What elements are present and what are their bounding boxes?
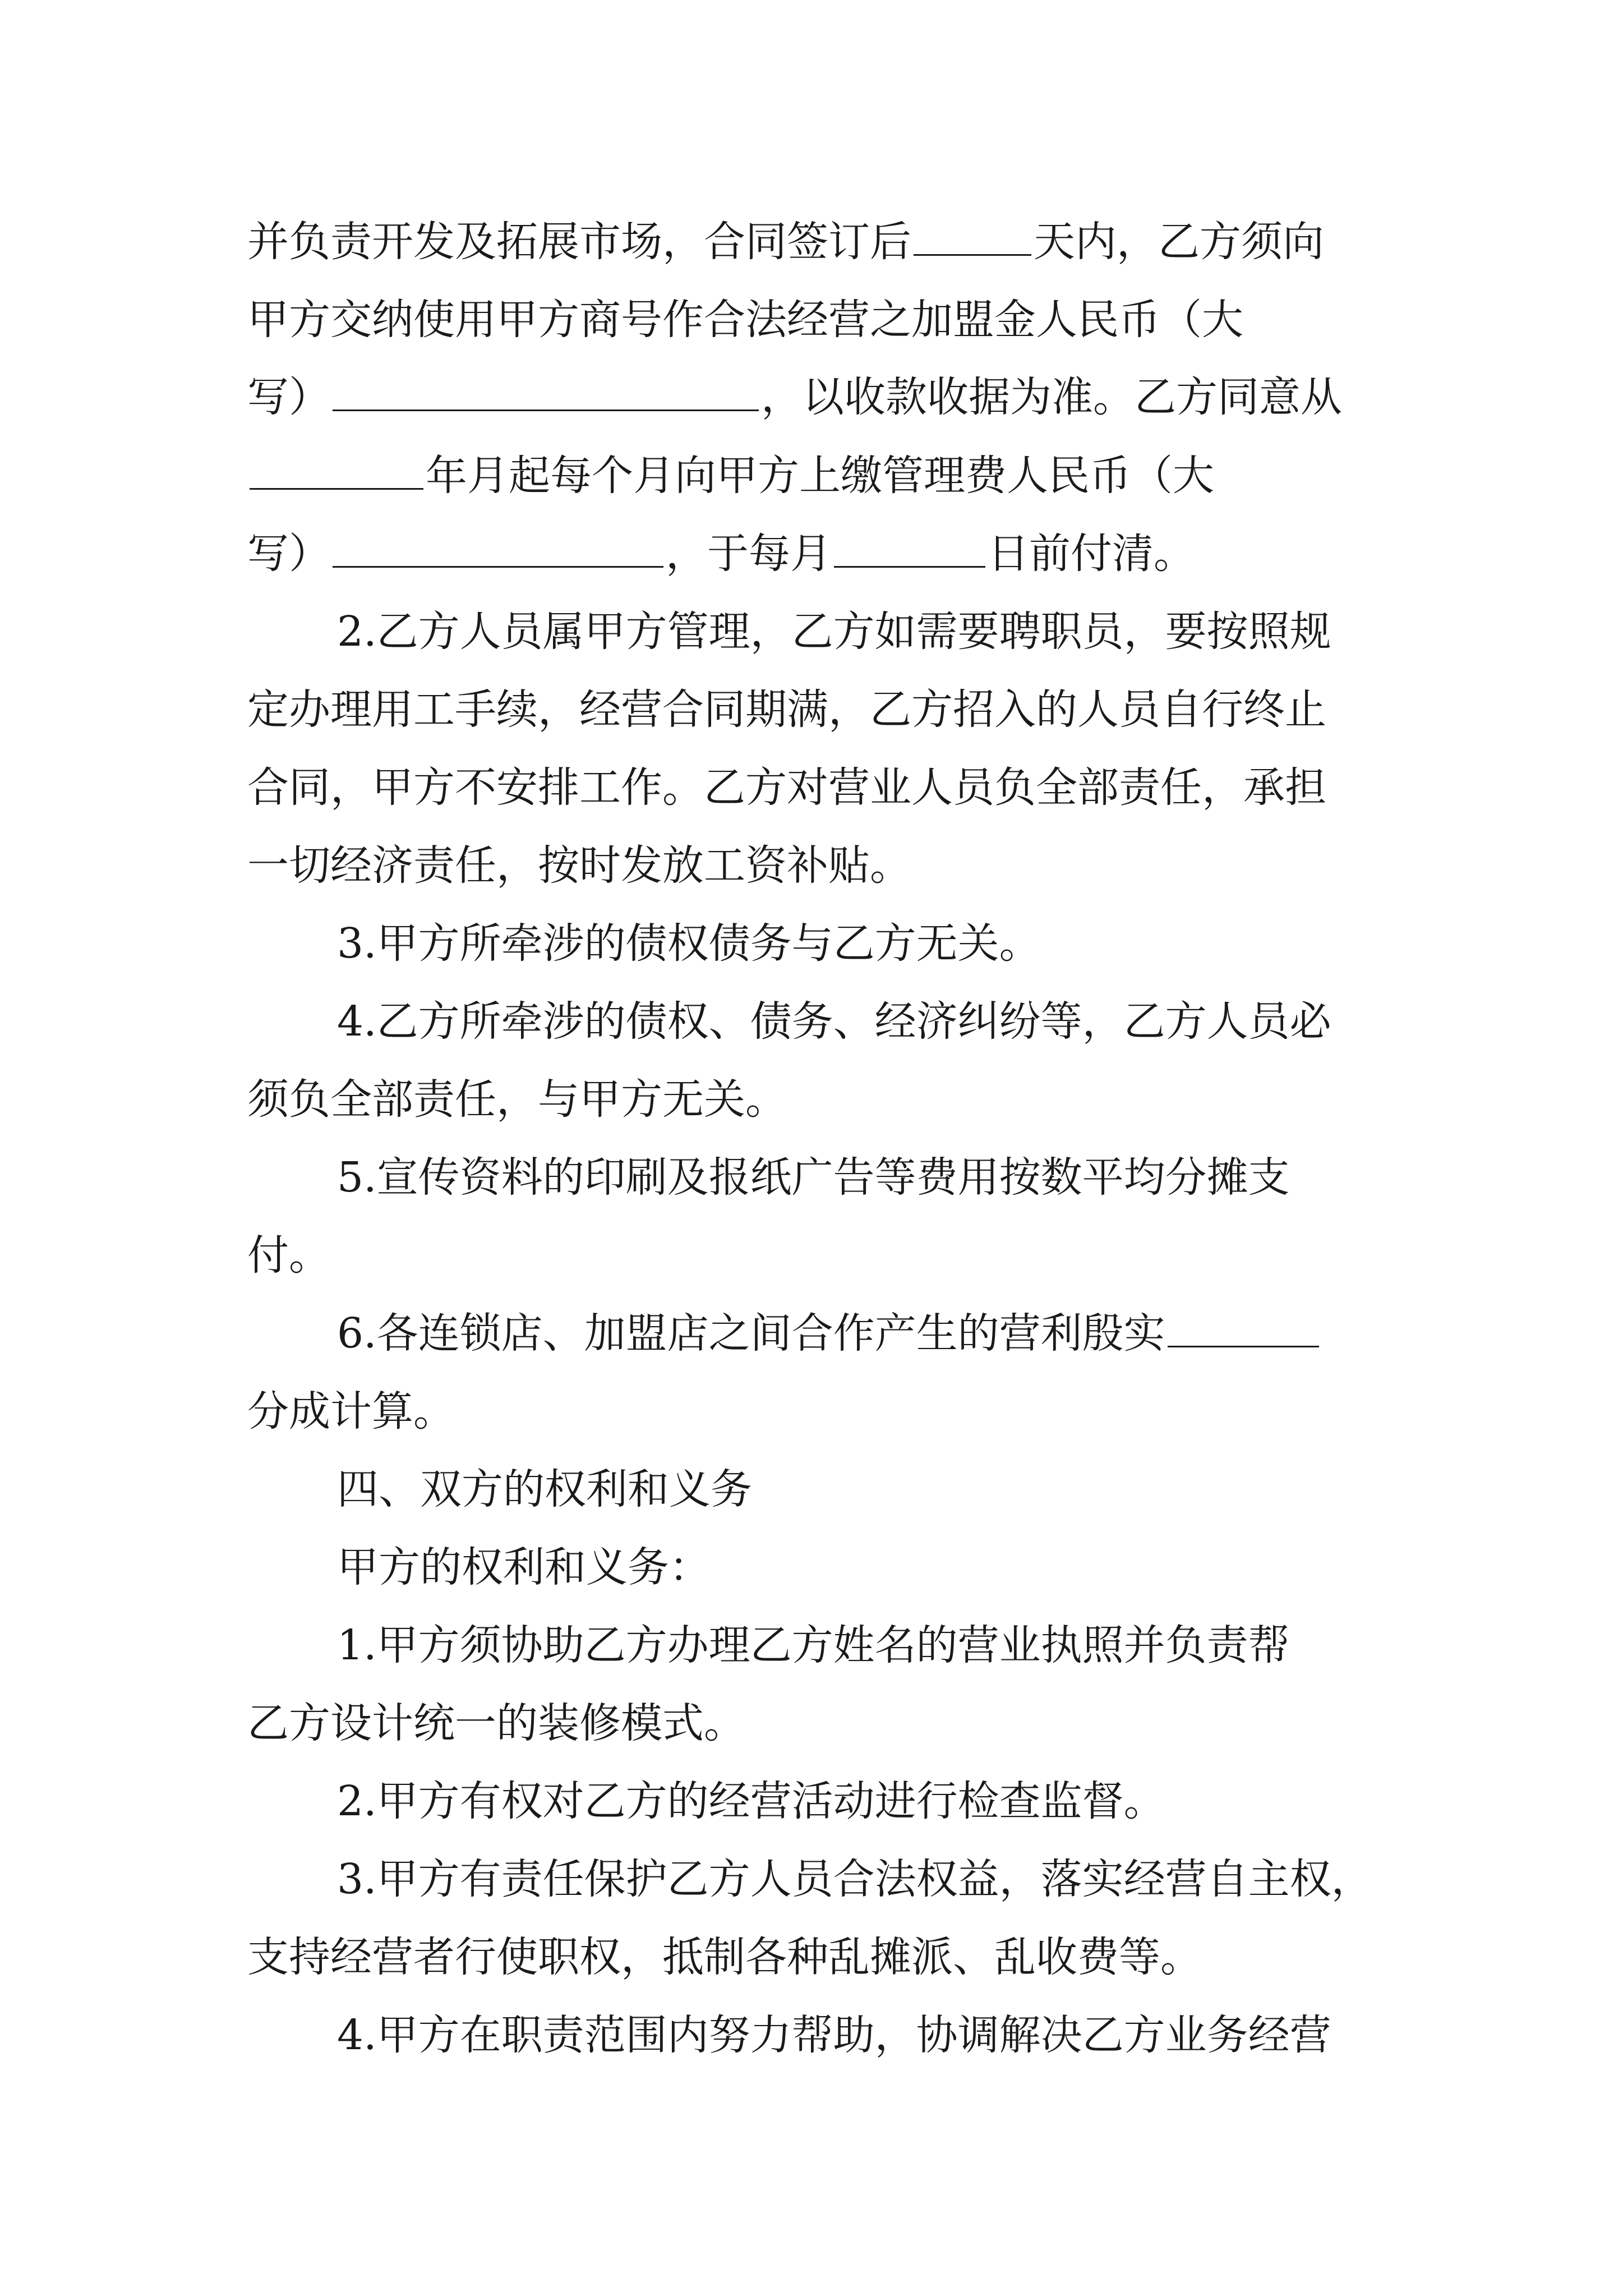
text-segment: 甲方的权利和义务： (337, 1543, 711, 1591)
fill-in-blank (834, 524, 985, 568)
text-segment: 日前付清。 (988, 530, 1195, 578)
text-line (337, 913, 1391, 974)
text-segment: 乙方设计统一的装修模式。 (247, 1699, 745, 1747)
text-segment: 甲方交纳使用甲方商号作合法经营之加盟金人民币（大 (247, 296, 1243, 344)
text-line (247, 1069, 1391, 1130)
fill-in-blank (250, 447, 423, 490)
text-segment: 3.甲方所牵涉的债权债务与乙方无关。 (337, 919, 1041, 968)
text-segment: 支持经营者行使职权，抵制各种乱摊派、乱收费等。 (247, 1933, 1202, 1981)
text-segment: ，于每月 (666, 530, 832, 578)
text-line (247, 679, 1391, 740)
text-line (247, 1692, 1391, 1754)
text-line (337, 601, 1391, 662)
text-segment: 4.甲方在职责范围内努力帮助，协调解决乙方业务经营 (337, 2011, 1331, 2059)
text-line (247, 289, 1391, 351)
text-line (337, 2004, 1391, 2066)
text-line (247, 523, 1391, 585)
text-segment: 4.乙方所牵涉的债权、债务、经济纠纷等，乙方人员必 (337, 997, 1331, 1046)
text-segment: 天内，乙方须向 (1034, 218, 1324, 266)
text-segment: 写） (247, 530, 330, 578)
text-segment: 须负全部责任，与甲方无关。 (247, 1075, 787, 1124)
text-line (247, 445, 1391, 507)
text-line (337, 1303, 1391, 1364)
fill-in-blank (1168, 1304, 1319, 1347)
text-line (247, 757, 1391, 818)
text-line (247, 835, 1391, 896)
text-line (337, 1147, 1391, 1208)
text-line (247, 211, 1391, 273)
text-line (247, 1225, 1391, 1286)
text-segment: 年月起每个月向甲方上缴管理费人民币（大 (426, 452, 1214, 500)
section-heading (337, 1458, 1391, 1520)
text-line (337, 1848, 1391, 1910)
fill-in-blank (914, 213, 1031, 256)
text-line (247, 1381, 1391, 1442)
text-line (247, 366, 1391, 428)
text-segment: 6.各连锁店、加盟店之间合作产生的营利殷实 (337, 1309, 1165, 1358)
text-segment: 2.甲方有权对乙方的经营活动进行检查监督。 (337, 1777, 1165, 1825)
text-line (337, 991, 1391, 1052)
text-segment: 5.宣传资料的印刷及报纸广告等费用按数平均分摊支 (337, 1153, 1290, 1202)
text-line (337, 1770, 1391, 1832)
fill-in-blank (333, 524, 663, 568)
text-segment: 定办理用工手续，经营合同期满，乙方招入的人员自行终止 (247, 685, 1326, 734)
text-segment: 一切经济责任，按时发放工资补贴。 (247, 841, 911, 890)
text-line (337, 1614, 1391, 1676)
text-segment: 四、双方的权利和义务 (337, 1465, 752, 1513)
text-segment: 付。 (247, 1231, 330, 1280)
text-line (247, 1926, 1391, 1988)
text-segment: 1.甲方须协助乙方办理乙方姓名的营业执照并负责帮 (337, 1621, 1290, 1669)
text-segment: 写） (247, 373, 330, 421)
text-segment: 并负责开发及拓展市场，合同签订后 (247, 218, 911, 266)
fill-in-blank (333, 368, 759, 411)
text-segment: ，以收款收据为准。乙方同意从 (761, 373, 1342, 421)
text-segment: 分成计算。 (247, 1387, 455, 1435)
text-segment: 2.乙方人员属甲方管理，乙方如需要聘职员，要按照规 (337, 608, 1331, 656)
subsection-heading (337, 1536, 1391, 1598)
text-segment: 合同，甲方不安排工作。乙方对营业人员负全部责任，承担 (247, 763, 1326, 812)
text-segment: 3.甲方有责任保护乙方人员合法权益，落实经营自主权， (337, 1855, 1373, 1903)
